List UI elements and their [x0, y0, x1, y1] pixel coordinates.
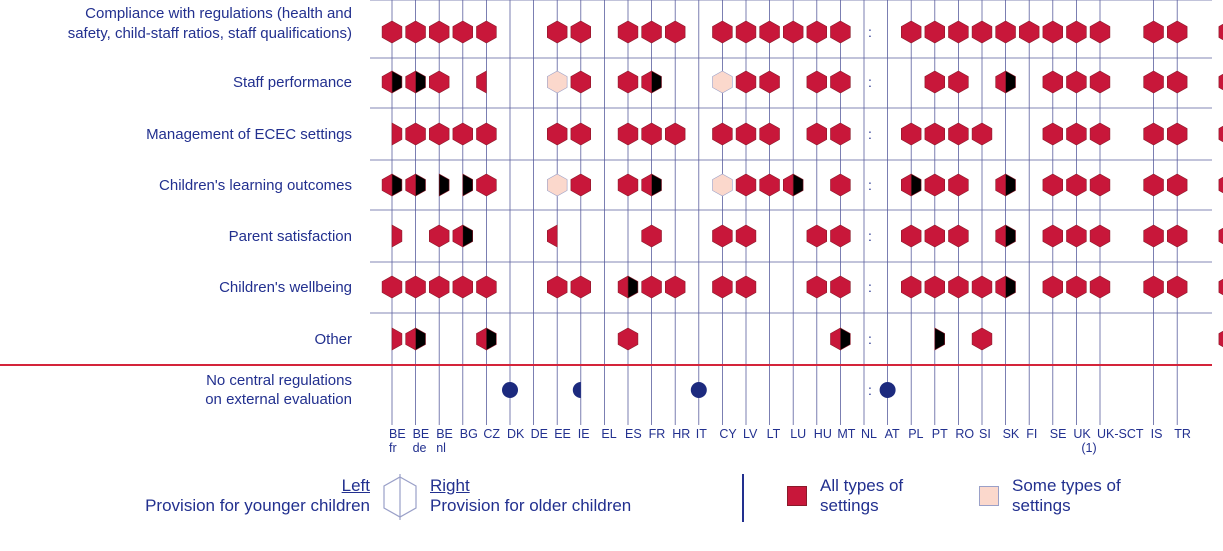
evaluation-hexagon: [477, 276, 497, 298]
evaluation-hexagon: [547, 123, 567, 145]
evaluation-hexagon: [406, 276, 426, 298]
row-label: Management of ECEC settings: [146, 126, 352, 143]
evaluation-hexagon: [736, 225, 756, 247]
evaluation-hexagon: [1090, 123, 1110, 145]
no-regulation-dot: [880, 382, 896, 398]
legend-some-types-line1: Some types of: [1012, 476, 1121, 495]
evaluation-hexagon: [949, 225, 969, 247]
evaluation-hexagon: [807, 21, 827, 43]
country-label: UK (1): [1073, 427, 1097, 455]
evaluation-hexagon: [949, 276, 969, 298]
evaluation-half-hexagon-right: [935, 328, 945, 350]
country-label: SI: [979, 427, 991, 441]
legend-left-text: Provision for younger children: [145, 496, 370, 515]
evaluation-hexagon: [831, 276, 851, 298]
evaluation-hexagon: [1067, 276, 1087, 298]
evaluation-hexagon: [429, 276, 449, 298]
evaluation-half-hexagon-right: [486, 328, 496, 350]
evaluation-hexagon: [1144, 123, 1164, 145]
evaluation-hexagon: [736, 174, 756, 196]
evaluation-hexagon: [1144, 71, 1164, 93]
row-label: Parent satisfaction: [228, 228, 352, 245]
evaluation-hexagon: [713, 123, 733, 145]
unavailable-mark: :: [868, 177, 872, 193]
some-types-swatch: [979, 486, 999, 506]
evaluation-hexagon: [618, 328, 638, 350]
evaluation-half-hexagon-left: [382, 71, 392, 93]
evaluation-hexagon: [831, 123, 851, 145]
evaluation-hexagon: [429, 123, 449, 145]
evaluation-hexagon: [972, 276, 992, 298]
evaluation-hexagon: [665, 21, 685, 43]
country-label: UK-SCT: [1097, 427, 1144, 441]
no-regulation-dot: [691, 382, 707, 398]
country-label: CZ: [483, 427, 501, 441]
evaluation-hexagon: [972, 328, 992, 350]
evaluation-hexagon: [1043, 71, 1063, 93]
evaluation-hexagon: [1067, 21, 1087, 43]
evaluation-half-hexagon-left: [996, 225, 1006, 247]
evaluation-hexagon: [1167, 71, 1187, 93]
evaluation-hexagon: [547, 174, 567, 196]
evaluation-half-hexagon-left: [618, 276, 628, 298]
evaluation-hexagon: [760, 21, 780, 43]
evaluation-hexagon: [807, 225, 827, 247]
evaluation-half-hexagon-right: [463, 225, 473, 247]
evaluation-hexagon: [1090, 71, 1110, 93]
evaluation-half-hexagon-right: [392, 123, 402, 145]
country-label: MT: [837, 427, 856, 441]
country-label: NL: [861, 427, 877, 441]
legend: [0, 466, 1223, 551]
unavailable-mark: :: [868, 331, 872, 347]
evaluation-hexagon: [807, 71, 827, 93]
evaluation-hexagon: [925, 71, 945, 93]
evaluation-half-hexagon-right: [911, 174, 921, 196]
country-label: PT: [931, 427, 948, 441]
row-label: Other: [314, 331, 352, 348]
evaluation-hexagon: [1043, 225, 1063, 247]
evaluation-half-hexagon-right: [392, 71, 402, 93]
evaluation-half-hexagon-left: [406, 174, 416, 196]
evaluation-hexagon: [925, 225, 945, 247]
legend-left-link[interactable]: Left: [341, 476, 370, 495]
row-label: Children's learning outcomes: [159, 177, 352, 194]
evaluation-half-hexagon-right: [628, 276, 638, 298]
evaluation-half-hexagon-right: [1006, 71, 1016, 93]
evaluation-hexagon: [1144, 276, 1164, 298]
evaluation-hexagon: [665, 276, 685, 298]
evaluation-half-hexagon-right: [439, 174, 449, 196]
evaluation-hexagon: [382, 276, 402, 298]
evaluation-hexagon: [1067, 174, 1087, 196]
country-label: SK: [1002, 427, 1020, 441]
unavailable-mark: :: [868, 382, 872, 398]
evaluation-hexagon: [760, 174, 780, 196]
country-label: FR: [648, 427, 666, 441]
evaluation-half-hexagon-right: [1006, 225, 1016, 247]
no-regulation-half-dot: [573, 382, 581, 398]
evaluation-hexagon: [1019, 21, 1039, 43]
country-label: LU: [790, 427, 807, 441]
evaluation-hexagon: [925, 174, 945, 196]
country-label: IT: [695, 427, 707, 441]
evaluation-half-hexagon-left: [1219, 71, 1223, 93]
evaluation-half-hexagon-right: [652, 71, 662, 93]
country-label: LT: [766, 427, 781, 441]
country-label: DK: [507, 427, 525, 441]
evaluation-hexagon: [713, 21, 733, 43]
evaluation-hexagon: [642, 276, 662, 298]
evaluation-hexagon: [477, 174, 497, 196]
evaluation-hexagon: [949, 71, 969, 93]
legend-left-block: [110, 476, 370, 516]
country-label: CY: [719, 427, 737, 441]
split-hexagon-icon: [380, 474, 420, 520]
legend-right-block: [430, 476, 750, 516]
country-label: AT: [884, 427, 900, 441]
evaluation-half-hexagon-right: [793, 174, 803, 196]
evaluation-hexagon: [736, 21, 756, 43]
evaluation-half-hexagon-left: [406, 328, 416, 350]
country-label: TR: [1174, 427, 1191, 441]
evaluation-half-hexagon-right: [840, 328, 850, 350]
evaluation-hexagon: [1167, 225, 1187, 247]
evaluation-hexagon: [736, 276, 756, 298]
evaluation-hexagon: [972, 21, 992, 43]
evaluation-hexagon: [406, 123, 426, 145]
country-label: PL: [908, 427, 924, 441]
evaluation-half-hexagon-left: [996, 276, 1006, 298]
evaluation-hexagon: [1043, 276, 1063, 298]
evaluation-hexagon: [429, 225, 449, 247]
evaluation-hexagon: [1090, 276, 1110, 298]
evaluation-hexagon: [1043, 21, 1063, 43]
legend-some-types-line2: settings: [1012, 496, 1071, 515]
evaluation-hexagon: [571, 71, 591, 93]
evaluation-hexagon: [1167, 21, 1187, 43]
row-label: Children's wellbeing: [219, 279, 352, 296]
country-label: DE: [530, 427, 548, 441]
country-label: BG: [459, 427, 478, 441]
evaluation-hexagon: [618, 21, 638, 43]
country-label: IE: [577, 427, 590, 441]
evaluation-hexagon: [1167, 174, 1187, 196]
evaluation-hexagon: [949, 174, 969, 196]
evaluation-hexagon: [1144, 225, 1164, 247]
legend-all-types-line1: All types of: [820, 476, 904, 495]
country-label: BE nl: [436, 427, 453, 455]
country-label: FI: [1026, 427, 1038, 441]
country-label: IS: [1150, 427, 1163, 441]
evaluation-hexagon: [1067, 123, 1087, 145]
evaluation-hexagon: [1219, 328, 1223, 350]
evaluation-hexagon: [760, 123, 780, 145]
evaluation-hexagon: [1167, 276, 1187, 298]
evaluation-hexagon: [996, 21, 1016, 43]
evaluation-hexagon: [571, 174, 591, 196]
evaluation-hexagon: [925, 276, 945, 298]
evaluation-hexagon: [618, 123, 638, 145]
evaluation-half-hexagon-left: [831, 328, 841, 350]
evaluation-hexagon: [1090, 174, 1110, 196]
evaluation-hexagon: [901, 21, 921, 43]
evaluation-hexagon: [1090, 21, 1110, 43]
country-label: EL: [601, 427, 617, 441]
unavailable-mark: :: [868, 74, 872, 90]
evaluation-hexagon: [382, 21, 402, 43]
evaluation-hexagon: [665, 123, 685, 145]
evaluation-hexagon: [925, 21, 945, 43]
evaluation-half-hexagon-left: [477, 71, 487, 93]
legend-all-types-line2: settings: [820, 496, 879, 515]
evaluation-hexagon: [831, 21, 851, 43]
legend-right-text: Provision for older children: [430, 496, 632, 515]
evaluation-hexagon: [477, 123, 497, 145]
evaluation-hexagon: [453, 276, 473, 298]
evaluation-hexagon: [807, 123, 827, 145]
evaluation-hexagon: [736, 123, 756, 145]
row-label: Compliance with regulations (health and safety, child-staff ratios, staff qualifications): [67, 5, 352, 42]
evaluation-half-hexagon-left: [406, 71, 416, 93]
evaluation-hexagon: [1090, 225, 1110, 247]
evaluation-hexagon: [949, 21, 969, 43]
evaluation-hexagon: [783, 21, 803, 43]
evaluation-hexagon: [642, 225, 662, 247]
evaluation-half-hexagon-left: [996, 174, 1006, 196]
evaluation-half-hexagon-right: [416, 328, 426, 350]
evaluation-hexagon: [429, 71, 449, 93]
evaluation-hexagon: [642, 123, 662, 145]
evaluation-half-hexagon-right: [392, 225, 402, 247]
evaluation-hexagon: [713, 71, 733, 93]
evaluation-hexagon: [925, 123, 945, 145]
evaluation-half-hexagon-left: [901, 174, 911, 196]
evaluation-hexagon: [406, 21, 426, 43]
evaluation-hexagon: [618, 174, 638, 196]
evaluation-half-hexagon-left: [642, 174, 652, 196]
evaluation-half-hexagon-left: [1219, 174, 1223, 196]
evaluation-half-hexagon-right: [1006, 276, 1016, 298]
evaluation-half-hexagon-right: [463, 174, 473, 196]
legend-some-types: [1012, 476, 1192, 516]
evaluation-hexagon: [571, 123, 591, 145]
evaluation-hexagon: [901, 123, 921, 145]
legend-right-link[interactable]: Right: [430, 476, 470, 495]
evaluation-hexagon: [642, 21, 662, 43]
evaluation-hexagon: [547, 276, 567, 298]
evaluation-hexagon: [760, 71, 780, 93]
country-label: HU: [813, 427, 832, 441]
evaluation-hexagon: [571, 21, 591, 43]
evaluation-hexagon: [547, 21, 567, 43]
evaluation-hexagon: [901, 276, 921, 298]
no-regulation-label: No central regulations on external evaluation: [205, 372, 352, 408]
country-label: HR: [672, 427, 691, 441]
evaluation-half-hexagon-right: [652, 174, 662, 196]
all-types-swatch: [787, 486, 807, 506]
evaluation-hexagon: [807, 276, 827, 298]
country-label: BE de: [412, 427, 430, 455]
evaluation-hexagon: [453, 21, 473, 43]
evaluation-hexagon: [429, 21, 449, 43]
legend-divider: [742, 474, 744, 522]
evaluation-half-hexagon-left: [642, 71, 652, 93]
evaluation-hexagon: [1219, 276, 1223, 298]
evaluation-hexagon: [1043, 123, 1063, 145]
evaluation-half-hexagon-left: [382, 174, 392, 196]
evaluation-hexagon: [1219, 123, 1223, 145]
evaluation-hexagon: [949, 123, 969, 145]
evaluation-hexagon: [1067, 71, 1087, 93]
evaluation-hexagon: [901, 225, 921, 247]
country-label: BE fr: [389, 427, 406, 455]
evaluation-hexagon: [1219, 21, 1223, 43]
evaluation-hexagon: [831, 174, 851, 196]
row-label: Staff performance: [233, 74, 352, 91]
evaluation-hexagon: [831, 71, 851, 93]
evaluation-hexagon: [713, 174, 733, 196]
evaluation-hexagon: [1167, 123, 1187, 145]
evaluation-half-hexagon-left: [1219, 225, 1223, 247]
unavailable-mark: :: [868, 126, 872, 142]
unavailable-mark: :: [868, 228, 872, 244]
evaluation-hexagon: [1144, 174, 1164, 196]
evaluation-half-hexagon-left: [996, 71, 1006, 93]
evaluation-hexagon: [736, 71, 756, 93]
evaluation-half-hexagon-left: [453, 225, 463, 247]
evaluation-hexagon: [713, 276, 733, 298]
evaluation-hexagon: [453, 123, 473, 145]
evaluation-hexagon: [618, 71, 638, 93]
country-label: LV: [743, 427, 758, 441]
evaluation-hexagon: [1067, 225, 1087, 247]
evaluation-hexagon: [571, 276, 591, 298]
evaluation-half-hexagon-right: [392, 328, 402, 350]
legend-all-types: [820, 476, 970, 516]
evaluation-half-hexagon-left: [783, 174, 793, 196]
country-label: SE: [1049, 427, 1067, 441]
evaluation-half-hexagon-left: [547, 225, 557, 247]
evaluation-half-hexagon-right: [392, 174, 402, 196]
country-label: EE: [554, 427, 571, 441]
evaluation-hexagon: [713, 225, 733, 247]
evaluation-hexagon: [477, 21, 497, 43]
evaluation-half-hexagon-right: [1006, 174, 1016, 196]
evaluation-hexagon: [1144, 21, 1164, 43]
unavailable-mark: :: [868, 279, 872, 295]
evaluation-hexagon: [547, 71, 567, 93]
evaluation-half-hexagon-right: [416, 71, 426, 93]
evaluation-half-hexagon-right: [416, 174, 426, 196]
evaluation-hexagon: [831, 225, 851, 247]
no-regulation-dot: [502, 382, 518, 398]
country-label: ES: [625, 427, 642, 441]
country-label: RO: [955, 427, 975, 441]
evaluation-hexagon: [972, 123, 992, 145]
evaluation-hexagon: [1043, 174, 1063, 196]
unavailable-mark: :: [868, 24, 872, 40]
evaluation-half-hexagon-left: [477, 328, 487, 350]
